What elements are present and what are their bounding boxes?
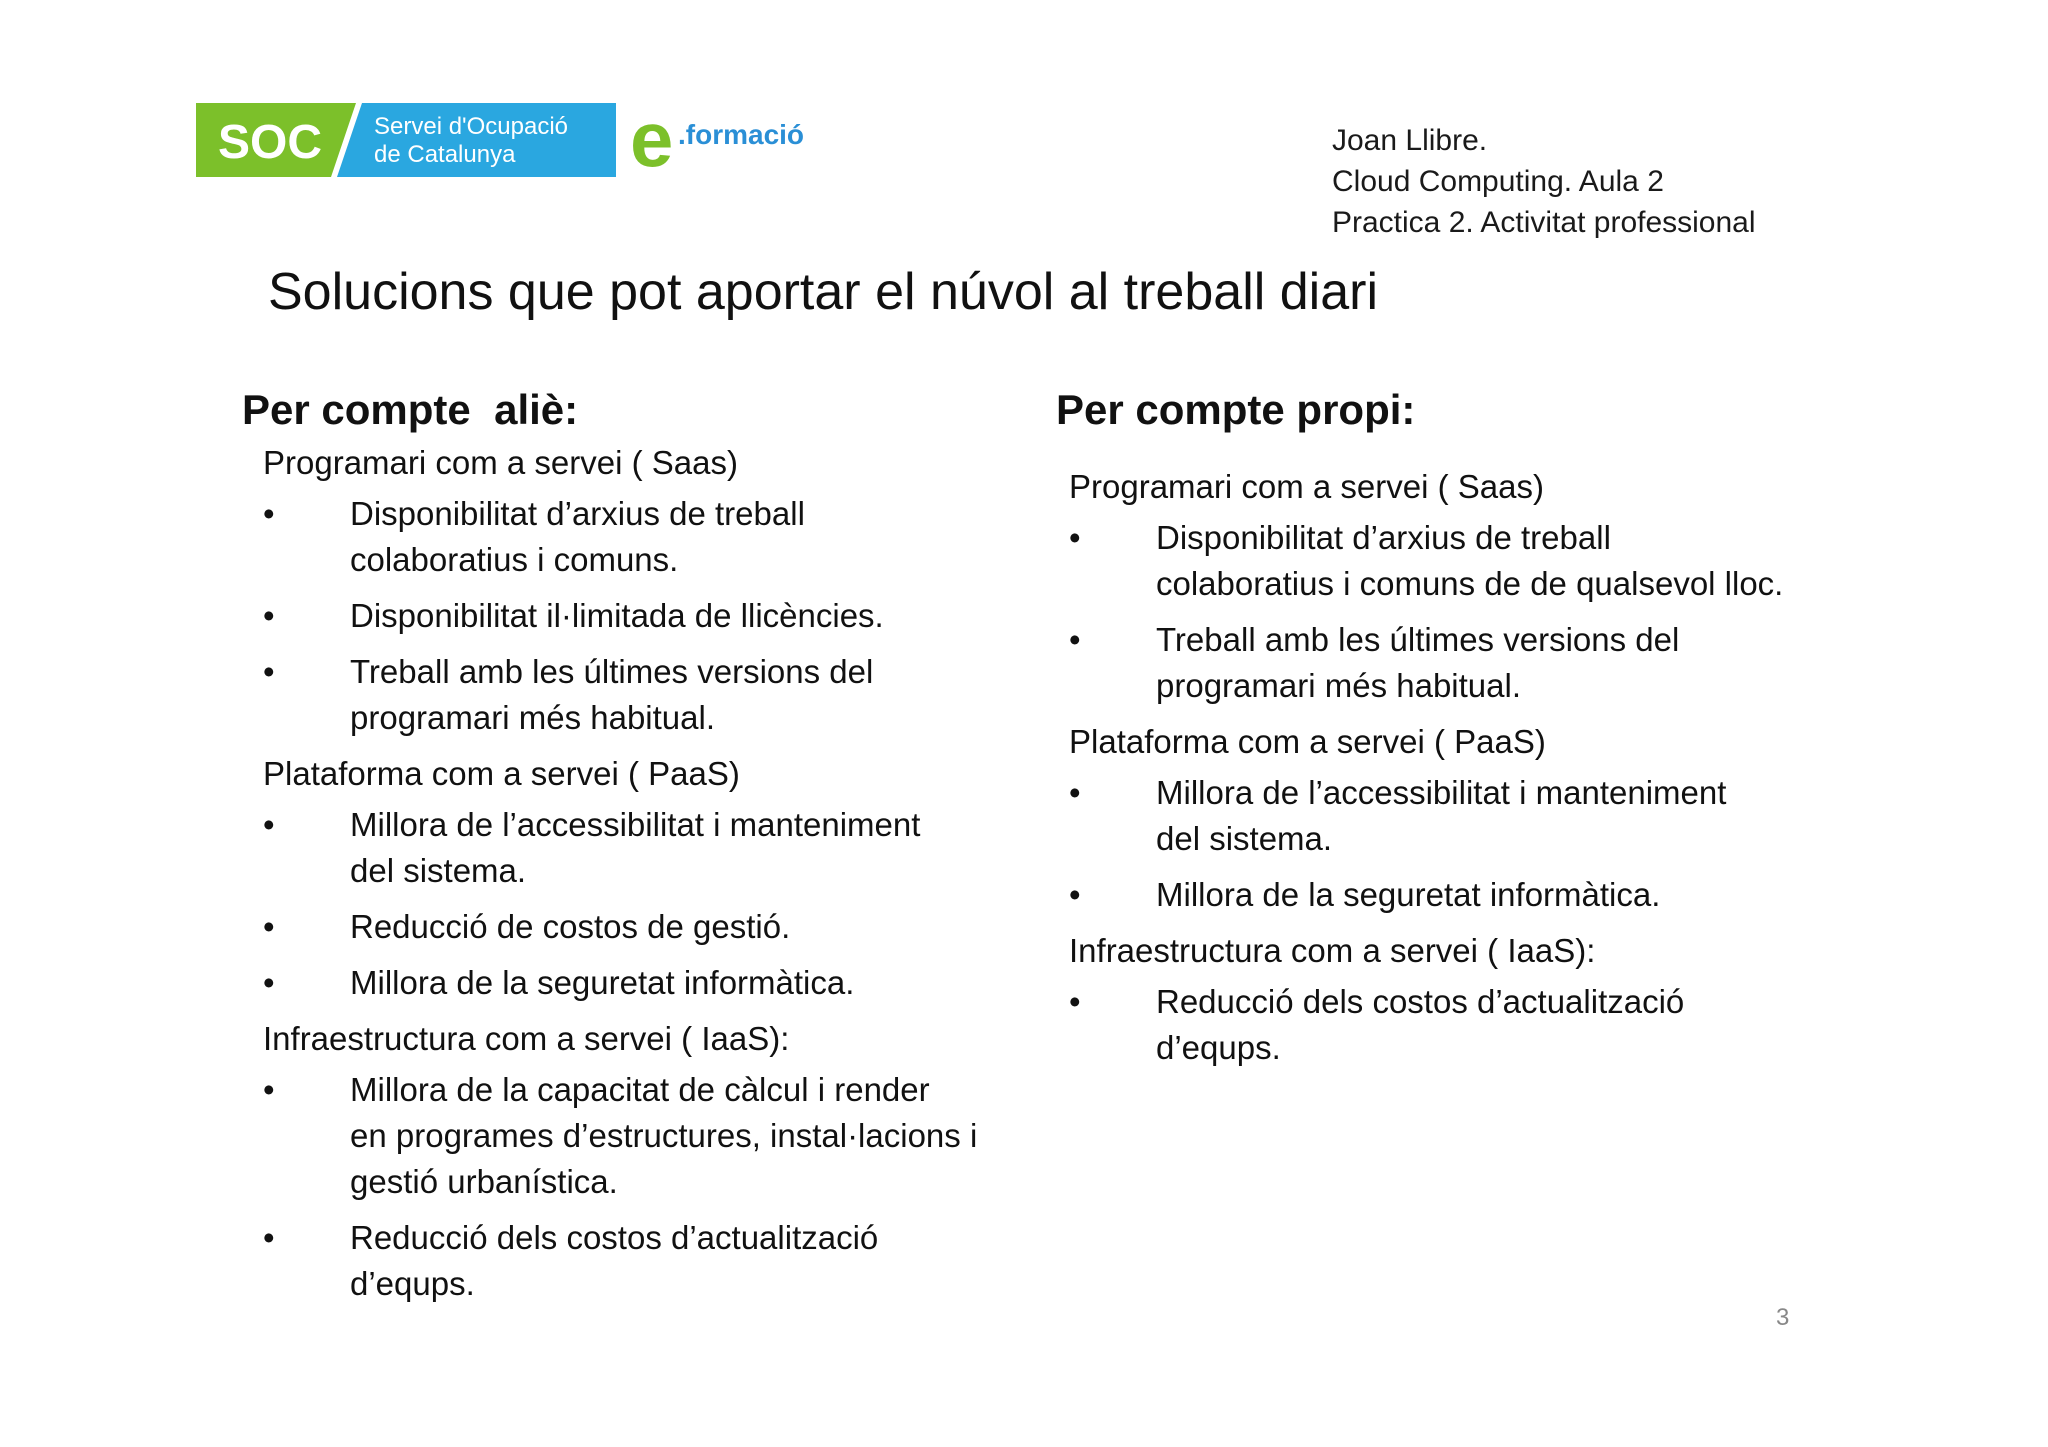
left-paas-list — [242, 802, 1022, 1006]
eformacio-logo — [630, 106, 830, 176]
bullet-icon: • — [263, 1219, 275, 1256]
list-item: • Reducció dels costos d’actualització d’equps. — [1069, 979, 1856, 1071]
right-iaas-label: Infraestructura com a servei ( IaaS): — [1069, 932, 1596, 969]
left-paas-label: Plataforma com a servei ( PaaS) — [263, 755, 740, 792]
bullet-icon: • — [263, 653, 275, 690]
list-item: • Millora de l’accessibilitat i manteniment del sistema. — [263, 802, 1022, 894]
list-item: • Disponibilitat il·limitada de llicències. — [263, 593, 1022, 639]
bullet-icon: • — [1069, 983, 1081, 1020]
soc-logo-text: SOC — [218, 116, 323, 169]
right-heading: Per compte propi: — [1056, 386, 1416, 433]
right-saas-label: Programari com a servei ( Saas) — [1069, 468, 1544, 505]
list-item: • Millora de l’accessibilitat i manteniment del sistema. — [1069, 770, 1856, 862]
list-item: • Millora de la capacitat de càlcul i render en programes d’estructures, instal·lacions i gestió urbanística. — [263, 1067, 1022, 1205]
list-item: • Treball amb les últimes versions del programari més habitual. — [263, 649, 1022, 741]
left-saas-list — [242, 491, 1022, 741]
page-number: 3 — [1776, 1304, 1790, 1331]
list-item: • Treball amb les últimes versions del programari més habitual. — [1069, 617, 1856, 709]
right-paas-list — [1056, 770, 1856, 918]
left-saas-label: Programari com a servei ( Saas) — [263, 444, 738, 481]
author-block — [1332, 120, 1756, 243]
left-iaas-list — [242, 1067, 1022, 1307]
course-name: Cloud Computing. Aula 2 — [1332, 165, 1664, 198]
eformacio-text: .formació — [678, 119, 805, 150]
bullet-icon: • — [263, 908, 275, 945]
soc-logo — [196, 103, 616, 177]
bullet-icon: • — [1069, 621, 1081, 658]
list-item: • Disponibilitat d’arxius de treball colaboratius i comuns de de qualsevol lloc. — [1069, 515, 1856, 607]
bullet-icon: • — [1069, 774, 1081, 811]
bullet-icon: • — [263, 806, 275, 843]
bullet-icon: • — [1069, 519, 1081, 556]
right-paas-label: Plataforma com a servei ( PaaS) — [1069, 723, 1546, 760]
author-name: Joan Llibre. — [1332, 124, 1488, 157]
list-item: • Millora de la seguretat informàtica. — [1069, 872, 1856, 918]
bullet-icon: • — [1069, 876, 1081, 913]
left-column — [242, 380, 1022, 1317]
soc-name-line2: de Catalunya — [374, 141, 516, 168]
list-item: • Disponibilitat d’arxius de treball colaboratius i comuns. — [263, 491, 1022, 583]
slide-title: Solucions que pot aportar el núvol al treball diari — [268, 263, 1379, 321]
right-saas-list — [1056, 515, 1856, 709]
list-item: • Millora de la seguretat informàtica. — [263, 960, 1022, 1006]
bullet-icon: • — [263, 597, 275, 634]
soc-name-line1: Servei d'Ocupació — [374, 113, 569, 140]
list-item: • Reducció dels costos d’actualització d’equps. — [263, 1215, 1022, 1307]
practice-name: Practica 2. Activitat professional — [1332, 206, 1756, 239]
bullet-icon: • — [263, 1071, 275, 1108]
bullet-icon: • — [263, 495, 275, 532]
eformacio-letter: e — [630, 106, 674, 176]
left-heading: Per compte aliè: — [242, 386, 579, 433]
right-column — [1056, 380, 1856, 1081]
right-iaas-list — [1056, 979, 1856, 1071]
bullet-icon: • — [263, 964, 275, 1001]
left-iaas-label: Infraestructura com a servei ( IaaS): — [263, 1020, 790, 1057]
list-item: • Reducció de costos de gestió. — [263, 904, 1022, 950]
